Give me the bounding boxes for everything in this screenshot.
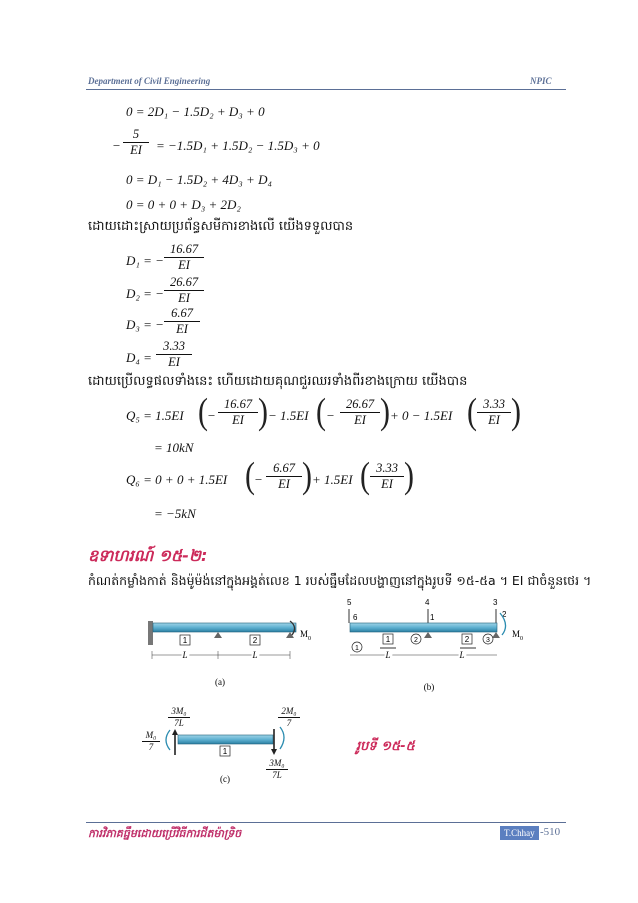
minus-sign: − [326, 408, 335, 423]
svg-text:5: 5 [347, 598, 352, 607]
beam-c [178, 735, 273, 744]
q5-fraction-3 [477, 397, 511, 428]
q5-result: = 10kN [154, 440, 194, 455]
label-right-moment [278, 706, 300, 729]
equation-2-prefix: − [112, 138, 121, 153]
fraction-numerator: 16.67 [164, 242, 204, 258]
svg-text:1: 1 [222, 747, 228, 756]
q5-middle: − 1.5EI [268, 408, 309, 423]
roller-support-a [214, 632, 222, 638]
figure-a-label: (a) [215, 677, 225, 687]
fraction-denominator: 7L [174, 718, 184, 728]
solution-d3-lhs: D₃ = − [126, 317, 164, 332]
m0-label-a: M [300, 629, 309, 639]
fraction-numerator: 3M₀ [168, 706, 190, 718]
equation-2-fraction [123, 127, 149, 158]
paren-close: ) [258, 390, 268, 432]
fraction-denominator: EI [130, 143, 142, 157]
minus-sign: − [207, 408, 216, 423]
q5-middle-2: + 0 − 1.5EI [390, 408, 453, 423]
minus-sign: − [254, 472, 263, 487]
header-rule [86, 89, 566, 90]
svg-text:1: 1 [430, 613, 435, 622]
beam-b [350, 623, 497, 632]
svg-text:M: M [512, 629, 521, 639]
fraction-denominator: EI [178, 258, 190, 272]
fraction-denominator: EI [381, 477, 393, 491]
figure-b [347, 598, 523, 692]
fixed-support-a [148, 621, 153, 645]
fraction-denominator: EI [278, 477, 290, 491]
fraction-numerator: 5 [123, 127, 149, 143]
fraction-numerator: 3.33 [156, 339, 192, 355]
equation-1: 0 = 2D₁ − 1.5D₂ + D₃ + 0 [126, 104, 265, 119]
footer-title: ការវិភាគធ្នឹមដោយប្រើវិធីការជីតម៉ាទ្រិច [88, 827, 242, 840]
equation-3: 0 = D₁ − 1.5D₂ + 4D₃ + D₄ [126, 172, 272, 187]
fraction-denominator: 7L [272, 770, 282, 780]
header-npic: NPIC [530, 76, 552, 86]
fraction-denominator: EI [232, 413, 244, 427]
svg-text:3: 3 [493, 598, 498, 607]
fraction-numerator: M₀ [142, 730, 160, 742]
fraction-numerator: 26.67 [340, 397, 380, 413]
fraction-denominator: EI [178, 291, 190, 305]
paren-open: ( [245, 454, 255, 496]
fraction-numerator: 16.67 [218, 397, 258, 413]
example-text: កំណត់កម្លាំងកាត់ និងម៉ូម៉ង់នៅក្នុងអង្គត់លេខ 1 របស់ធ្នឹមដែលបង្ហាញនៅក្នុងរូបទី ១៥-៥a ។ EI ជាចំនួនថេរ ។ [88, 573, 592, 588]
figure-caption: រូបទី ១៥-៥ [356, 739, 415, 754]
svg-text:2: 2 [252, 636, 258, 645]
svg-text:3: 3 [486, 637, 490, 644]
svg-text:L: L [182, 650, 188, 660]
solution-d2-lhs: D₂ = − [126, 286, 164, 301]
label-left-moment [142, 730, 160, 753]
paren-close: ) [511, 390, 521, 432]
fraction-numerator: 6.67 [164, 306, 200, 322]
svg-text:L: L [252, 650, 258, 660]
svg-text:6: 6 [353, 613, 358, 622]
example-title: ឧទាហរណ៍ ១៥-២: [88, 546, 208, 565]
fraction-denominator: EI [354, 413, 366, 427]
svg-text:2: 2 [502, 610, 507, 619]
solution-d4-lhs: D₄ = [126, 350, 152, 365]
q6-lhs: Q₆ = 0 + 0 + 1.5EI [126, 472, 228, 487]
svg-text:0: 0 [520, 636, 523, 642]
svg-text:0: 0 [308, 636, 311, 642]
fraction-denominator: EI [168, 355, 180, 369]
header-department: Department of Civil Engineering [88, 76, 211, 86]
svg-text:L: L [459, 650, 465, 660]
paren-close: ) [380, 390, 390, 432]
paren-open: ( [198, 390, 208, 432]
fraction-numerator: 26.67 [164, 275, 204, 291]
page-number: -510 [540, 826, 561, 838]
q5-lhs: Q₅ = 1.5EI [126, 408, 184, 423]
equation-2-rhs: = −1.5D₁ + 1.5D₂ − 1.5D₃ + 0 [156, 138, 320, 153]
q5-fraction-1 [218, 397, 258, 428]
q6-fraction-1 [266, 461, 302, 492]
solution-d4-fraction [156, 339, 192, 370]
svg-text:4: 4 [425, 598, 430, 607]
fraction-numerator: 2M₀ [278, 706, 300, 718]
svg-text:2: 2 [464, 635, 470, 644]
q6-middle: + 1.5EI [312, 472, 353, 487]
svg-text:1: 1 [182, 636, 188, 645]
label-left-shear [168, 706, 190, 729]
label-right-shear [266, 758, 288, 781]
text-solve: ដោយដោះស្រាយប្រព័ន្ធសមីការខាងលើ យើងទទួលបាន [88, 219, 354, 234]
paren-open: ( [467, 390, 477, 432]
fraction-denominator: EI [176, 322, 188, 336]
solution-d1-fraction [164, 242, 204, 273]
paren-open: ( [316, 390, 326, 432]
beam-a [153, 623, 296, 632]
svg-text:2: 2 [414, 637, 418, 644]
figure-c-label: (c) [220, 774, 230, 784]
fraction-numerator: 3M₀ [266, 758, 288, 770]
fraction-numerator: 6.67 [266, 461, 302, 477]
svg-text:1: 1 [355, 645, 359, 652]
equation-4: 0 = 0 + 0 + D₃ + 2D₂ [126, 197, 241, 212]
figure-b-label: (b) [423, 682, 435, 692]
text-use-results: ដោយប្រើលទ្ធផលទាំងនេះ ហើយដោយគុណជួរឈរទាំងពីរខាងក្រោយ យើងបាន [88, 374, 468, 389]
q6-fraction-2 [370, 461, 404, 492]
solution-d2-fraction [164, 275, 204, 306]
paren-close: ) [404, 454, 414, 496]
q5-fraction-2 [340, 397, 380, 428]
author-badge: T.Chhay [500, 826, 539, 840]
paren-open: ( [360, 454, 370, 496]
fraction-numerator: 3.33 [477, 397, 511, 413]
svg-text:L: L [385, 650, 391, 660]
footer-rule [86, 822, 566, 823]
fraction-denominator: 7 [148, 742, 154, 752]
paren-close: ) [302, 454, 312, 496]
q6-result: = −5kN [154, 506, 196, 521]
fraction-denominator: 7 [286, 718, 292, 728]
figure-a [148, 621, 311, 687]
fraction-denominator: EI [488, 413, 500, 427]
fraction-numerator: 3.33 [370, 461, 404, 477]
solution-d3-fraction [164, 306, 200, 337]
solution-d1-lhs: D₁ = − [126, 253, 164, 268]
figure-beams [140, 595, 540, 785]
svg-text:1: 1 [385, 635, 391, 644]
